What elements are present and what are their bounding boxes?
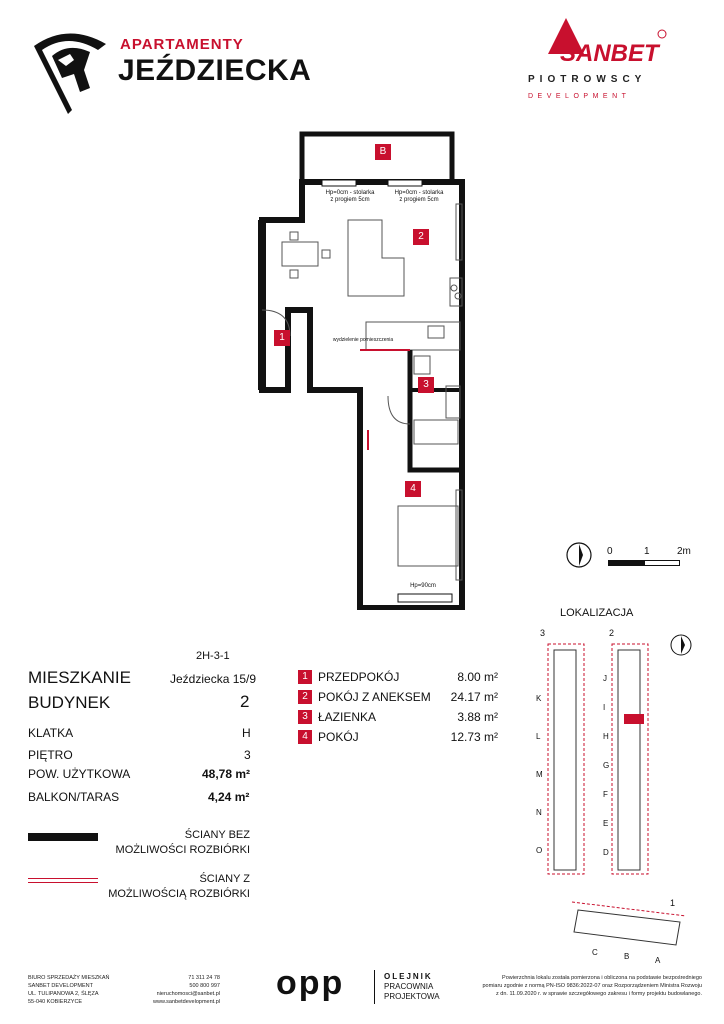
- brand-main-title: JEŹDZIECKA: [118, 54, 312, 87]
- room-row-3: [298, 707, 498, 727]
- disclaimer-line2: pomiaru zgodnie z normą PN-ISO 9836:2022-07 oraz Rozporządzeniem Ministra Rozwoju: [482, 983, 702, 989]
- room-row-2: [298, 687, 498, 707]
- budynek-value: 2: [240, 692, 250, 711]
- developer-sub-text: PIOTROWSCY: [528, 74, 647, 85]
- room-marker-3: 3: [418, 377, 434, 393]
- klatka-label: KLATKA: [28, 726, 74, 740]
- contact-phone2: 500 800 997: [189, 983, 220, 989]
- apartment-code: 2H-3-1: [196, 650, 230, 662]
- room-name-2: POKÓJ Z ANEKSEM: [318, 690, 431, 704]
- opp-line3: PROJEKTOWA: [384, 992, 440, 1001]
- scale-tick-1: 1: [644, 546, 650, 557]
- klatka-value: H: [242, 726, 251, 740]
- legend-red-line1: ŚCIANY Z: [199, 873, 250, 885]
- disclaimer-line1: Powierzchnia lokalu została pomierzona i obliczona na podstawie bezpośredniego: [502, 975, 702, 981]
- building-1-label: 1: [670, 898, 676, 908]
- legend-solid-swatch: [28, 833, 98, 841]
- room-area-2: 24.17 m²: [450, 690, 498, 704]
- mieszkanie-value: Jeździecka 15/9: [170, 672, 257, 686]
- room-num-3: 3: [298, 710, 312, 724]
- room-list: [298, 667, 498, 747]
- pietro-value: 3: [244, 748, 251, 762]
- horse-logo-icon: [28, 26, 118, 116]
- opp-logo: opp: [276, 964, 345, 1002]
- sales-office-info: [28, 974, 110, 1006]
- window-note: Hp=90cm: [410, 583, 436, 589]
- location-title: LOKALIZACJA: [560, 607, 634, 619]
- disclaimer-line3: z dn. 11.09.2020 r. w sprawie szczegółowego zakresu i formy projektu budowlanego.: [496, 991, 702, 997]
- scale-tick-2: 2m: [677, 546, 691, 557]
- office-line2: SANBET DEVELOPMENT: [28, 983, 93, 989]
- building-2-label: 2: [609, 628, 615, 638]
- legend-red-line2: MOŻLIWOŚCIĄ ROZBIÓRKI: [108, 888, 250, 900]
- footer-divider: [374, 970, 375, 1004]
- room-num-1: 1: [298, 670, 312, 684]
- door-note-2-line2: z progiem 5cm: [399, 197, 439, 203]
- balcony-marker: B: [375, 144, 391, 160]
- staircase-c: C: [592, 948, 598, 957]
- door-note-1-line2: z progiem 5cm: [330, 197, 370, 203]
- door-note-1: [315, 190, 385, 204]
- staircase-f: F: [603, 790, 608, 799]
- developer-sub2-text: DEVELOPMENT: [528, 93, 631, 100]
- staircase-e: E: [603, 819, 609, 828]
- disclaimer: [466, 974, 702, 998]
- door-note-2: [384, 190, 454, 204]
- room-marker-2: 2: [413, 229, 429, 245]
- office-line1: BIURO SPRZEDAŻY MIESZKAŃ: [28, 975, 110, 981]
- room-marker-1: 1: [274, 330, 290, 346]
- legend-red-text: [100, 872, 250, 902]
- contact-website[interactable]: www.sanbetdevelopment.pl: [153, 999, 220, 1005]
- staircase-b: B: [624, 952, 630, 961]
- office-line3: UL. TULIPANOWA 2, ŚLĘZA: [28, 991, 99, 997]
- balkon-value: 4,24 m²: [208, 790, 250, 804]
- opp-line1: OLEJNIK: [384, 972, 433, 981]
- room-num-4: 4: [298, 730, 312, 744]
- site-map: [520, 640, 720, 950]
- staircase-i: I: [603, 703, 606, 712]
- legend-red-swatch: [28, 878, 98, 883]
- room-row-4: [298, 727, 498, 747]
- room-name-3: ŁAZIENKA: [318, 710, 377, 724]
- north-arrow-icon: [564, 540, 594, 570]
- room-name-4: POKÓJ: [318, 730, 359, 744]
- room-marker-4: 4: [405, 481, 421, 497]
- staircase-l: L: [536, 732, 541, 741]
- opp-name: [384, 972, 440, 1002]
- contact-phone1: 71 311 24 78: [188, 975, 220, 981]
- balkon-label: BALKON/TARAS: [28, 790, 120, 804]
- room-name-1: PRZEDPOKÓJ: [318, 670, 400, 684]
- staircase-k: K: [536, 694, 542, 703]
- contact-email[interactable]: nieruchomosci@sanbet.pl: [156, 991, 220, 997]
- room-area-4: 12.73 m²: [450, 730, 498, 744]
- pow-value: 48,78 m²: [202, 767, 251, 781]
- building-3-label: 3: [540, 628, 546, 638]
- staircase-o: O: [536, 846, 543, 855]
- opp-line2: PRACOWNIA: [384, 982, 434, 991]
- scale-bar: [608, 560, 680, 566]
- door-note-2-line1: Hp=0cm - stolarka: [394, 190, 444, 196]
- legend-solid-text: [110, 828, 250, 858]
- room-row-1: [298, 667, 498, 687]
- staircase-d: D: [603, 848, 609, 857]
- staircase-m: M: [536, 770, 543, 779]
- brand-small-title: APARTAMENTY: [120, 36, 244, 53]
- staircase-g: G: [603, 761, 610, 770]
- staircase-n: N: [536, 808, 542, 817]
- door-note-1-line1: Hp=0cm - stolarka: [325, 190, 375, 196]
- staircases-building-2: [603, 664, 613, 867]
- room-area-3: 3.88 m²: [457, 710, 498, 724]
- separation-note: wydzielenie pomieszczenia: [332, 337, 394, 343]
- legend-solid-line2: MOŻLIWOŚCI ROZBIÓRKI: [115, 844, 250, 856]
- developer-logo-text: SANBET: [560, 40, 659, 67]
- pow-label: POW. UŻYTKOWA: [28, 767, 131, 781]
- pietro-label: PIĘTRO: [28, 748, 73, 762]
- room-area-1: 8.00 m²: [457, 670, 498, 684]
- staircases-building-3: [536, 680, 546, 870]
- room-num-2: 2: [298, 690, 312, 704]
- mieszkanie-label: MIESZKANIE: [28, 668, 131, 687]
- budynek-label: BUDYNEK: [28, 693, 111, 712]
- scale-tick-0: 0: [607, 546, 613, 557]
- office-line4: 55-040 KOBIERZYCE: [28, 999, 83, 1005]
- legend-solid-line1: ŚCIANY BEZ: [184, 829, 250, 841]
- staircase-h: H: [603, 732, 609, 741]
- staircase-j: J: [603, 674, 607, 683]
- staircase-a: A: [655, 956, 661, 965]
- contact-info: [130, 974, 220, 1006]
